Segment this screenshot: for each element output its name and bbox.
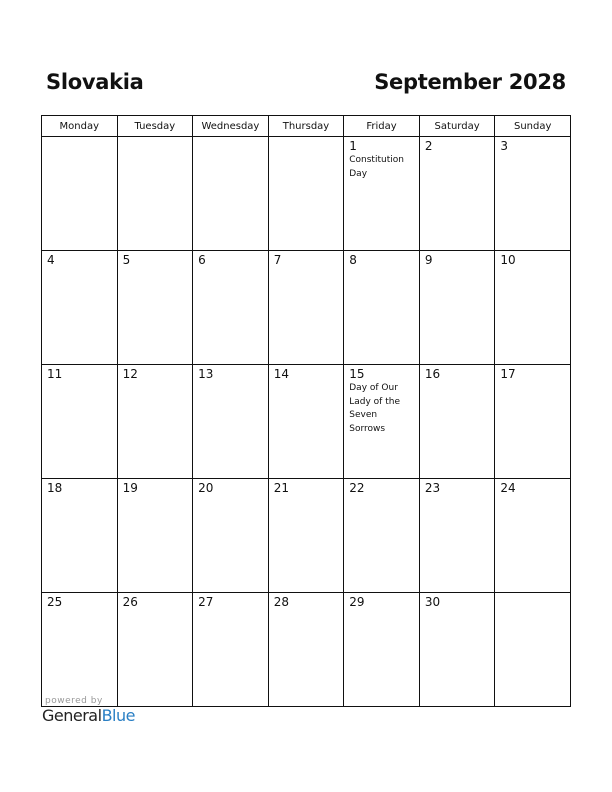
day-number: 21 xyxy=(273,481,289,495)
day-number: 29 xyxy=(349,595,365,609)
day-number: 10 xyxy=(500,253,516,267)
day-cell xyxy=(495,593,571,707)
day-cell xyxy=(268,137,344,251)
weekday-wednesday: Wednesday xyxy=(193,116,269,137)
day-cell xyxy=(193,251,269,365)
day-number: 7 xyxy=(273,253,282,267)
day-cell xyxy=(193,593,269,707)
day-cell xyxy=(419,137,495,251)
day-cell xyxy=(42,593,118,707)
day-cell xyxy=(495,251,571,365)
day-number: 30 xyxy=(424,595,441,609)
day-cell xyxy=(268,365,344,479)
day-number: 9 xyxy=(424,253,433,267)
day-cell xyxy=(419,593,495,707)
week-row xyxy=(42,365,571,479)
day-cell xyxy=(419,365,495,479)
day-number: 11 xyxy=(47,367,63,381)
day-number: 2 xyxy=(424,139,433,153)
day-number: 27 xyxy=(198,595,214,609)
holiday-label: Constitution Day xyxy=(349,155,404,179)
day-cell xyxy=(268,593,344,707)
day-number: 19 xyxy=(122,481,138,495)
day-number: 6 xyxy=(198,253,206,267)
day-cell xyxy=(268,479,344,593)
day-number: 25 xyxy=(47,595,63,609)
weekday-sunday: Sunday xyxy=(495,116,571,137)
day-cell xyxy=(193,137,269,251)
day-number: 8 xyxy=(349,253,357,267)
day-number: 4 xyxy=(47,253,55,267)
weekday-header-row xyxy=(42,116,571,137)
day-number: 15 xyxy=(349,367,365,381)
day-cell xyxy=(495,365,571,479)
month-year-title: September 2028 xyxy=(374,70,566,94)
day-cell xyxy=(117,479,193,593)
day-cell xyxy=(344,479,420,593)
day-number: 23 xyxy=(424,481,441,495)
weekday-tuesday: Tuesday xyxy=(117,116,193,137)
day-cell xyxy=(42,137,118,251)
day-cell xyxy=(117,251,193,365)
day-cell xyxy=(42,365,118,479)
day-cell xyxy=(344,137,420,251)
generalblue-logo[interactable] xyxy=(42,706,135,725)
day-cell xyxy=(344,365,420,479)
week-row xyxy=(42,479,571,593)
day-cell xyxy=(42,251,118,365)
day-number: 24 xyxy=(500,481,516,495)
day-cell xyxy=(344,251,420,365)
weekday-monday: Monday xyxy=(42,116,118,137)
brand-blue: Blue xyxy=(101,706,135,725)
day-number: 14 xyxy=(273,367,289,381)
day-number: 3 xyxy=(500,139,509,153)
day-cell xyxy=(419,479,495,593)
day-number: 18 xyxy=(47,481,63,495)
day-number: 1 xyxy=(349,139,357,153)
day-cell xyxy=(419,251,495,365)
day-number: 26 xyxy=(122,595,138,609)
weekday-saturday: Saturday xyxy=(419,116,495,137)
day-number: 16 xyxy=(424,367,441,381)
day-number: 12 xyxy=(122,367,138,381)
day-cell xyxy=(193,479,269,593)
day-number: 17 xyxy=(500,367,516,381)
weekday-thursday: Thursday xyxy=(268,116,344,137)
day-number: 28 xyxy=(273,595,289,609)
day-cell xyxy=(268,251,344,365)
day-number: 5 xyxy=(122,253,131,267)
weekday-friday: Friday xyxy=(344,116,420,137)
powered-by-label: powered by xyxy=(45,696,103,706)
week-row xyxy=(42,137,571,251)
day-cell xyxy=(495,137,571,251)
country-title: Slovakia xyxy=(46,70,144,94)
day-cell xyxy=(117,365,193,479)
day-number: 22 xyxy=(349,481,365,495)
brand-general: General xyxy=(42,706,102,725)
week-row xyxy=(42,593,571,707)
day-number: 20 xyxy=(198,481,214,495)
day-number: 13 xyxy=(198,367,214,381)
day-cell xyxy=(344,593,420,707)
day-cell xyxy=(193,365,269,479)
calendar-grid xyxy=(41,115,571,707)
day-cell xyxy=(117,137,193,251)
day-cell xyxy=(495,479,571,593)
footer-branding xyxy=(42,696,135,725)
day-cell xyxy=(117,593,193,707)
week-row xyxy=(42,251,571,365)
holiday-label: Day of Our Lady of the Seven Sorrows xyxy=(349,383,400,434)
day-cell xyxy=(42,479,118,593)
